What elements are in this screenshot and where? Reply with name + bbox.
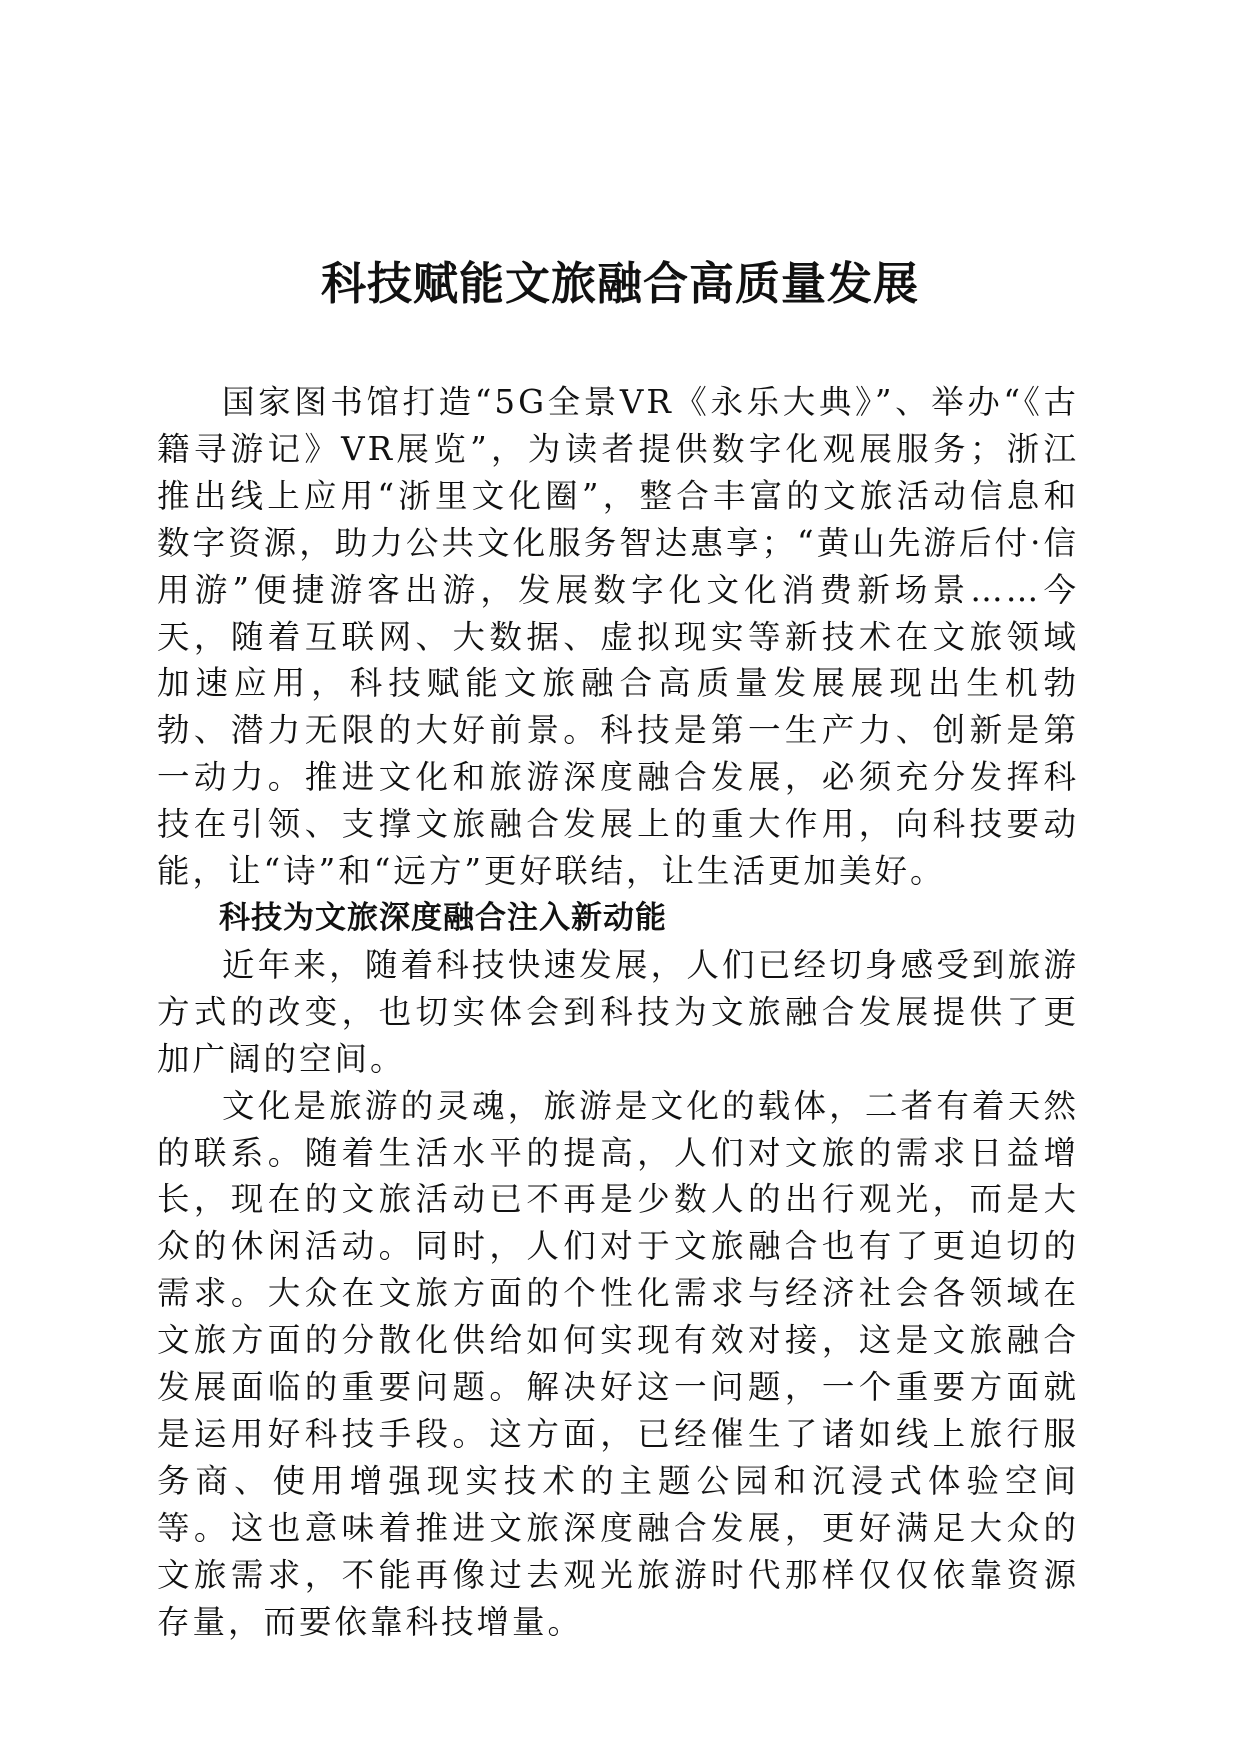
section-heading: 科技为文旅深度融合注入新动能 <box>219 899 667 936</box>
section-paragraph-2: 文化是旅游的灵魂，旅游是文化的载体，二者有着天然的联系。随着生活水平的提高，人们对文旅的需求日益增长，现在的文旅活动已不再是少数人的出行观光，而是大众的休闲活动。同时，人们对于文旅融合也有了更迫切的需求。大众在文旅方面的个性化需求与经济社会各领域在文旅方面的分散化供给如何实现有效对接，这是文旅融合发展面临的重要问题。解决好这一问题，一个重要方面就是运用好科技手段。这方面，已经催生了诸如线上旅行服务商、使用增强现实技术的主题公园和沉浸式体验空间等。这也意味着推进文旅深度融合发展，更好满足大众的文旅需求，不能再像过去观光旅游时代那样仅仅依靠资源存量，而要依靠科技增量。 <box>157 1086 1079 1641</box>
section-paragraph-1: 近年来，随着科技快速发展，人们已经切身感受到旅游方式的改变，也切实体会到科技为文旅融合发展提供了更加广阔的空间。 <box>157 945 1079 1078</box>
document-body <box>157 379 1079 1645</box>
intro-paragraph: 国家图书馆打造“5G全景VR《永乐大典》”、举办“《古籍寻游记》VR展览”，为读者提供数字化观展服务；浙江推出线上应用“浙里文化圈”，整合丰富的文旅活动信息和数字资源，助力公共文化服务智达惠享；“黄山先游后付·信用游”便捷游客出游，发展数字化文化消费新场景……今天，随着互联网、大数据、虚拟现实等新技术在文旅领域加速应用，科技赋能文旅融合高质量发展展现出生机勃勃、潜力无限的大好前景。科技是第一生产力、创新是第一动力。推进文化和旅游深度融合发展，必须充分发挥科技在引领、支撑文旅融合发展上的重大作用，向科技要动能，让“诗”和“远方”更好联结，让生活更加美好。 <box>157 383 1079 891</box>
document-title: 科技赋能文旅融合高质量发展 <box>320 257 919 310</box>
